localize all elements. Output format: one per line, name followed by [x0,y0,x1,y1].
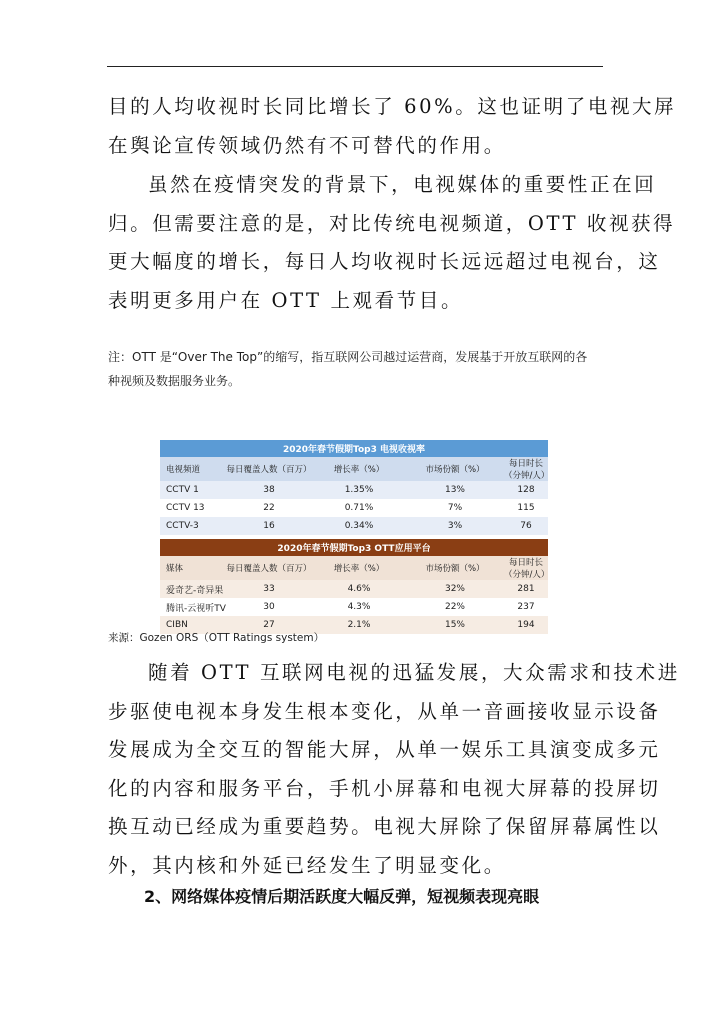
table-cell: CCTV 13 [160,499,226,517]
paragraph-line: 步驱使电视本身发生根本变化，从单一音画接收显示设备 [108,699,661,723]
table-cell: 爱奇艺-奇异果 [160,580,226,598]
table-cell: 76 [504,517,548,535]
paragraph-line: 表明更多用户在 OTT 上观看节目。 [108,288,464,312]
table-cell: 22% [406,598,504,616]
paragraph-line: 换互动已经成为重要趋势。电视大屏除了保留屏幕属性以 [108,815,661,838]
table-cell: CIBN [160,616,226,634]
tv-ratings-table [160,440,548,535]
ott-platform-table [160,539,548,634]
table-cell: 194 [504,616,548,634]
paragraph-3 [108,654,680,885]
table-cell: 0.34% [312,517,406,535]
table-cell: 1.35% [312,481,406,499]
column-header: 电视频道 [160,457,226,481]
paragraph-line: 在舆论宣传领域仍然有不可替代的作用。 [108,133,506,157]
table-cell: 115 [504,499,548,517]
table-cell: 32% [406,580,504,598]
table-title: 2020年春节假期Top3 OTT应用平台 [160,539,548,556]
table-cell: 38 [226,481,312,499]
section-heading: 2、网络媒体疫情后期活跃度大幅反弹，短视频表现亮眼 [144,887,540,906]
column-header: 媒体 [160,556,226,580]
table-cell: 30 [226,598,312,616]
table-cell: 13% [406,481,504,499]
column-header: 每日覆盖人数（百万） [226,556,312,580]
table-cell: 0.71% [312,499,406,517]
table-row [160,499,548,517]
table-cell: 4.3% [312,598,406,616]
table-cell: 237 [504,598,548,616]
paragraph-line: 随着 OTT 互联网电视的迅猛发展，大众需求和技术进 [148,661,680,684]
table-cell: 27 [226,616,312,634]
table-cell: CCTV-3 [160,517,226,535]
table-cell: 4.6% [312,580,406,598]
table-cell: 2.1% [312,616,406,634]
table-row [160,598,548,616]
column-header: 增长率（%） [312,556,406,580]
paragraph-line: 归。但需要注意的是，对比传统电视频道，OTT 收视获得 [108,211,676,235]
paragraph-1 [108,88,677,165]
table-cell: 16 [226,517,312,535]
table-cell: 281 [504,580,548,598]
column-header: 增长率（%） [312,457,406,481]
paragraph-line: 外，其内核和外延已经发生了明显变化。 [108,853,506,877]
source-caption: 来源：Gozen ORS（OTT Ratings system） [108,632,325,644]
paragraph-line: 发展成为全交互的智能大屏，从单一娱乐工具演变成多元 [108,738,661,761]
table-cell: CCTV 1 [160,481,226,499]
paragraph-line: 目的人均收视时长同比增长了 60%。这也证明了电视大屏 [108,95,677,118]
table-cell: 7% [406,499,504,517]
table-cell: 腾讯-云视听TV [160,598,226,616]
column-header: 每日时长（分钟/人） [504,558,550,580]
paragraph-line: 虽然在疫情突发的背景下，电视媒体的重要性正在回 [148,173,657,196]
table-cell: 15% [406,616,504,634]
paragraph-line: 化的内容和服务平台，手机小屏幕和电视大屏幕的投屏切 [108,776,661,800]
table-row [160,481,548,499]
header-rule [107,66,603,67]
paragraph-line: 更大幅度的增长，每日人均收视时长远远超过电视台，这 [108,250,661,273]
column-header: 市场份额（%） [406,556,504,580]
footnote-line: 种视频及数据服务业务。 [108,374,241,388]
column-header: 市场份额（%） [406,457,504,481]
table-row [160,517,548,535]
footnote [108,345,608,393]
paragraph-2 [108,166,676,320]
table-title: 2020年春节假期Top3 电视收视率 [160,440,548,457]
table-cell: 128 [504,481,548,499]
table-cell: 22 [226,499,312,517]
table-cell: 33 [226,580,312,598]
table-row [160,580,548,598]
column-header: 每日覆盖人数（百万） [226,457,312,481]
table-cell: 3% [406,517,504,535]
column-header: 每日时长（分钟/人） [504,459,550,481]
footnote-line: 注：OTT 是“Over The Top”的缩写，指互联网公司越过运营商，发展基于开放互联网的各 [108,350,588,364]
